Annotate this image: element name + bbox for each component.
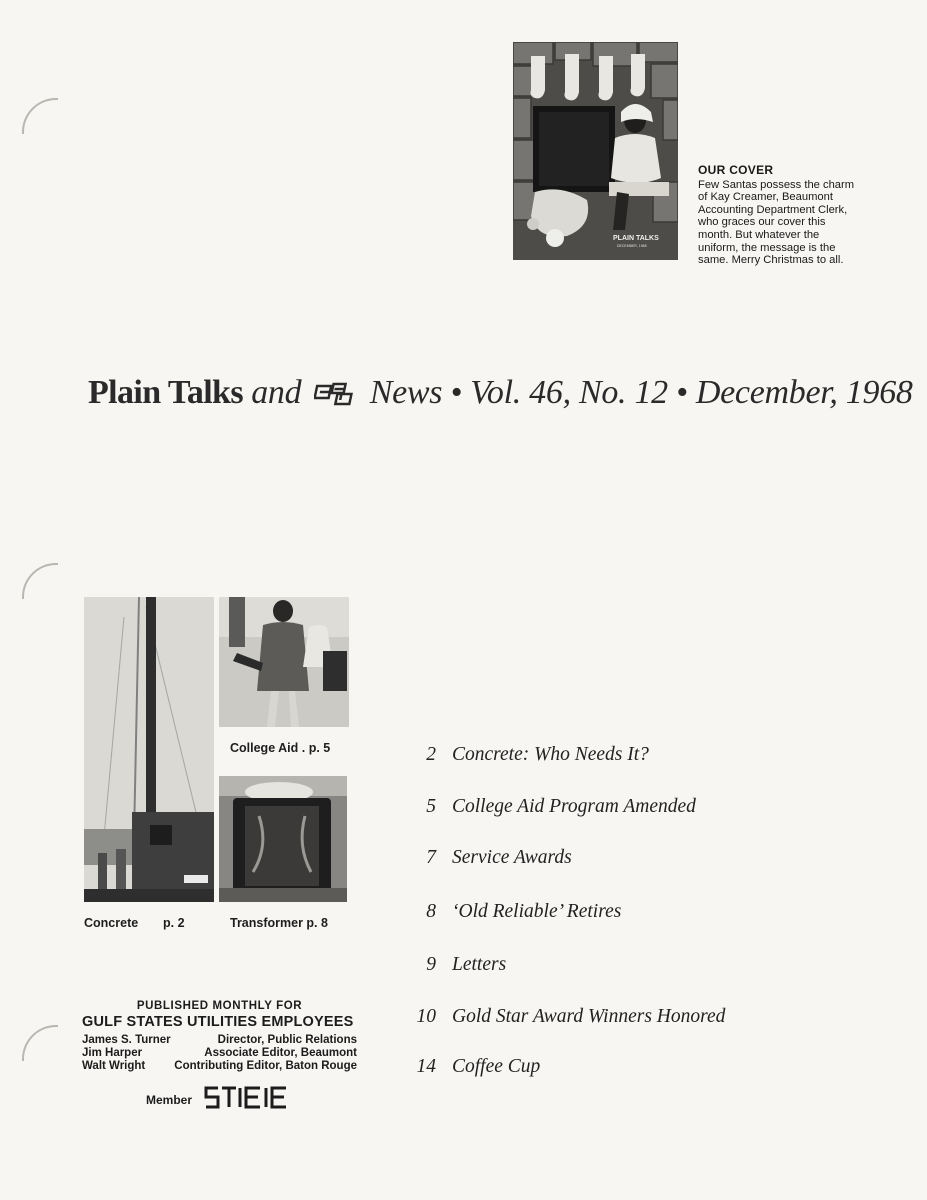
binder-hole-3 <box>22 1025 58 1061</box>
toc-entry[interactable] <box>400 954 506 980</box>
caption-concrete-page: p. 2 <box>163 916 185 930</box>
toc-page-number: 10 <box>416 1006 436 1027</box>
staff-row <box>82 1047 357 1060</box>
cover-photo-caption: PLAIN TALKS <box>613 235 659 242</box>
toc-title: Service Awards <box>452 847 572 868</box>
toc-page-number: 2 <box>426 744 436 765</box>
gsu-logo-icon <box>314 377 358 415</box>
toc-entry[interactable] <box>400 744 649 770</box>
masthead <box>88 374 913 415</box>
toc-entry[interactable] <box>400 847 572 873</box>
cover-photo-subcaption: DECEMBER, 1968 <box>617 244 647 248</box>
caption-college-aid: College Aid . p. 5 <box>230 741 331 755</box>
cover-line: month. But whatever the <box>698 228 820 241</box>
toc-page-number: 14 <box>416 1056 436 1077</box>
cover-line: uniform, the message is the <box>698 241 836 254</box>
concrete-photo <box>84 597 214 902</box>
toc-title: Concrete: Who Needs It? <box>452 744 649 765</box>
publisher-line-1: PUBLISHED MONTHLY FOR <box>136 1000 303 1012</box>
staff-role: Contributing Editor, Baton Rouge <box>174 1060 357 1072</box>
toc-page-number: 8 <box>426 901 436 922</box>
masthead-and: and <box>251 374 302 411</box>
toc-title: Letters <box>452 954 507 975</box>
masthead-separator: • <box>450 374 463 411</box>
toc-page-number: 9 <box>426 954 436 975</box>
cover-line: Few Santas possess the charm <box>698 178 855 191</box>
toc-page-number: 5 <box>426 796 436 817</box>
cover-photo <box>513 42 678 260</box>
toc-title: Gold Star Award Winners Honored <box>452 1006 726 1027</box>
toc-entry[interactable] <box>400 901 621 927</box>
staff-row <box>82 1034 357 1047</box>
toc-title: Coffee Cup <box>452 1056 541 1077</box>
masthead-volume: Vol. 46, No. 12 <box>470 374 668 411</box>
toc-entry[interactable] <box>400 1056 540 1082</box>
masthead-title: Plain Talks <box>88 374 243 411</box>
publisher-block <box>82 1000 357 1073</box>
staff-name: James S. Turner <box>82 1034 171 1046</box>
cover-line: of Kay Creamer, Beaumont <box>698 191 833 204</box>
staff-role: Associate Editor, Beaumont <box>204 1047 357 1059</box>
cover-heading: OUR COVER <box>698 163 774 177</box>
cover-line: same. Merry Christmas to all. <box>698 254 844 267</box>
member-label: Member <box>146 1092 193 1107</box>
transformer-photo <box>219 776 347 902</box>
publisher-line-2: GULF STATES UTILITIES EMPLOYEES <box>82 1014 354 1030</box>
cover-description <box>698 164 898 267</box>
staff-name: Walt Wright <box>82 1060 146 1072</box>
caption-transformer: Transformer p. 8 <box>230 916 328 930</box>
toc-title: ‘Old Reliable’ Retires <box>452 901 622 922</box>
cover-line: Accounting Department Clerk, <box>698 203 848 216</box>
member-badge <box>146 1084 290 1115</box>
cover-line: who graces our cover this <box>698 216 826 229</box>
toc-entry[interactable] <box>400 796 696 822</box>
staff-row <box>82 1060 357 1073</box>
toc-entry[interactable] <box>400 1006 725 1032</box>
staff-role: Director, Public Relations <box>217 1034 357 1046</box>
masthead-separator: • <box>676 374 688 411</box>
toc-title: College Aid Program Amended <box>452 796 696 817</box>
association-logo-icon <box>202 1084 290 1115</box>
staff-name: Jim Harper <box>82 1047 143 1059</box>
staff-list <box>82 1034 357 1073</box>
caption-concrete: Concrete <box>84 916 139 930</box>
toc-page-number: 7 <box>426 847 436 868</box>
college-aid-photo <box>219 597 349 727</box>
masthead-date: December, 1968 <box>695 374 913 411</box>
binder-hole-2 <box>22 563 58 599</box>
binder-hole-1 <box>22 98 58 134</box>
masthead-news: News <box>369 374 443 411</box>
